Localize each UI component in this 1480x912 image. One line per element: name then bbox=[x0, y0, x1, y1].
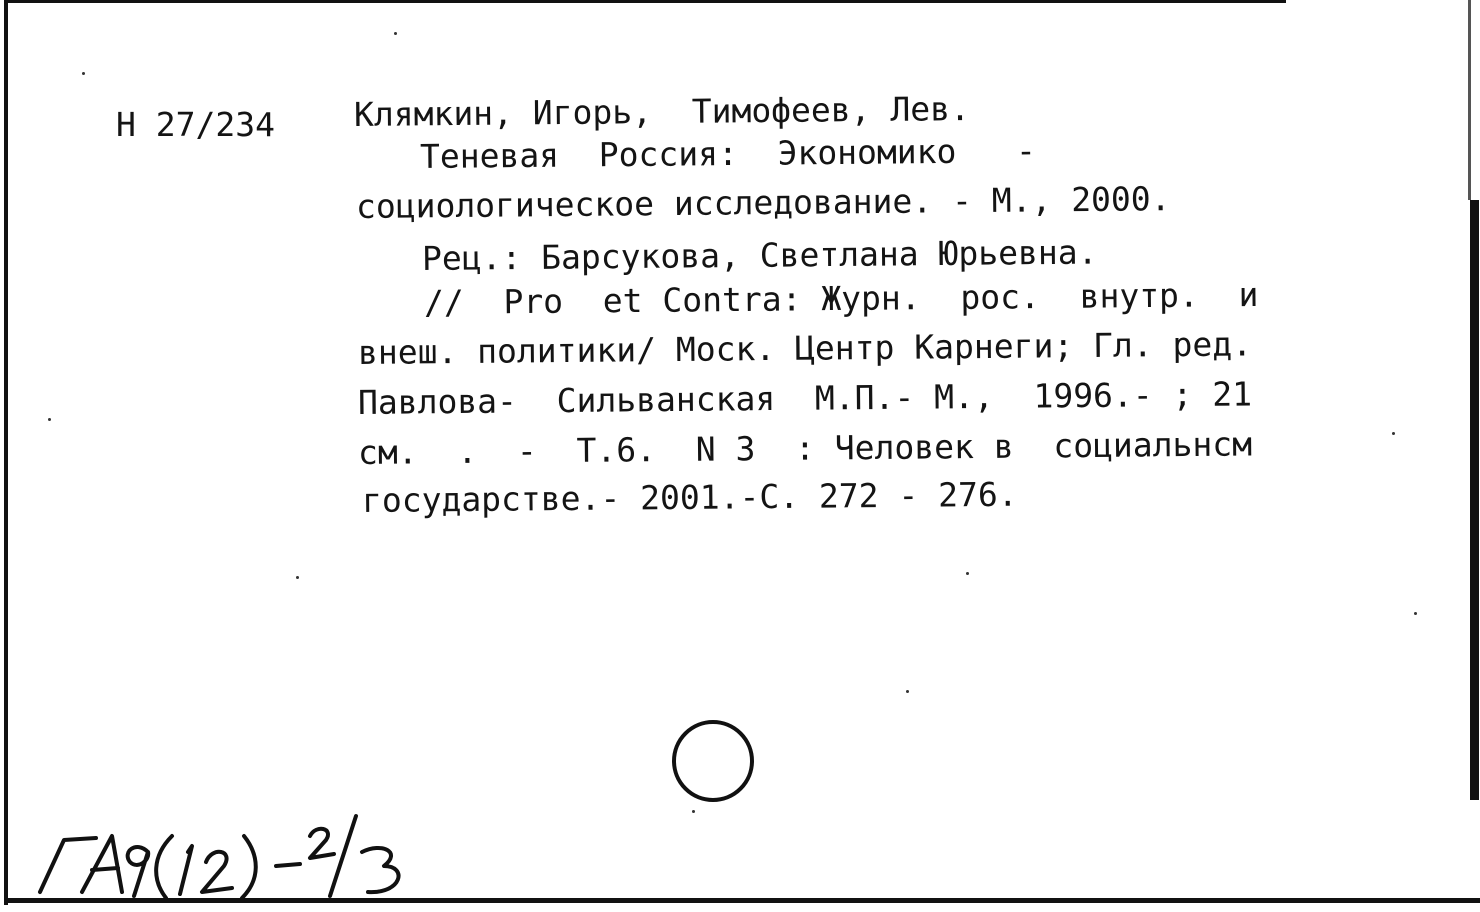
scan-speck bbox=[82, 72, 85, 75]
card-border-left bbox=[4, 0, 8, 905]
entry-line-editor: Павлова- Сильванская М.П.- М., 1996.- ; 21 bbox=[357, 374, 1253, 422]
entry-line-reviewer: Рец.: Барсукова, Светлана Юрьевна. bbox=[421, 232, 1098, 278]
card-punch-hole bbox=[672, 720, 754, 802]
scan-speck bbox=[1392, 432, 1395, 435]
entry-line-pages: государстве.- 2001.-С. 272 - 276. bbox=[361, 474, 1018, 520]
scan-speck bbox=[48, 418, 51, 421]
entry-line-title-cont: социологическое исследование. - М., 2000. bbox=[355, 179, 1171, 226]
handwritten-call-number bbox=[30, 800, 450, 900]
scan-speck bbox=[394, 32, 397, 35]
scan-speck bbox=[692, 810, 695, 813]
entry-line-issue: см. . - Т.6. N 3 : Человек в социальнсм bbox=[357, 424, 1253, 472]
entry-line-authors: Клямкин, Игорь, Тимофеев, Лев. bbox=[353, 89, 971, 134]
entry-line-title: Теневая Россия: Экономико - bbox=[419, 131, 1037, 176]
entry-line-journal-cont: внеш. политики/ Моск. Центр Карнеги; Гл. ред. bbox=[357, 324, 1253, 372]
card-border-right-shadow bbox=[1470, 200, 1479, 800]
shelfmark: Н 27/234 bbox=[116, 105, 275, 144]
card-border-top bbox=[6, 0, 1286, 3]
scan-speck bbox=[296, 576, 299, 579]
card-border-right bbox=[1468, 0, 1471, 200]
scan-speck bbox=[906, 690, 909, 693]
entry-line-journal: // Pro et Contra: Журн. рос. внутр. и bbox=[423, 274, 1259, 322]
scan-speck bbox=[1414, 612, 1417, 615]
scan-speck bbox=[966, 572, 969, 575]
